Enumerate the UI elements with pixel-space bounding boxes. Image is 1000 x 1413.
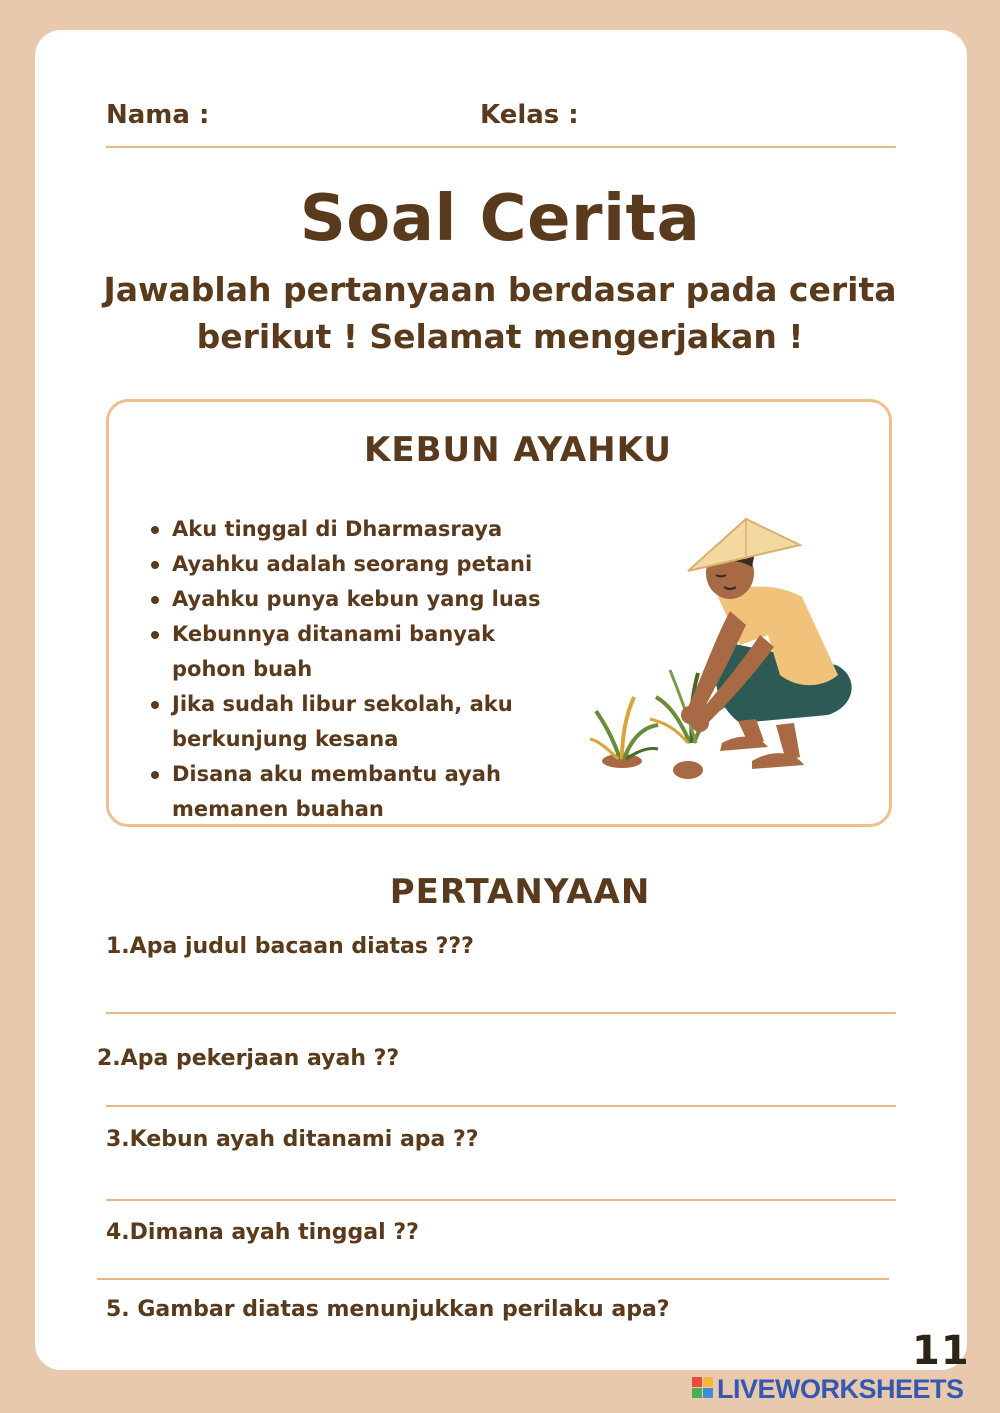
story-item-text: Ayahku punya kebun yang luas: [172, 587, 541, 611]
story-item-text: Jika sudah libur sekolah, aku berkunjung kesana: [172, 692, 513, 751]
bullet-icon: [151, 596, 159, 604]
answer-line-4[interactable]: [97, 1278, 889, 1280]
story-title: KEBUN AYAHKU: [364, 430, 672, 470]
page-title: Soal Cerita: [299, 182, 701, 256]
story-item: [148, 512, 598, 547]
question-1: 1.Apa judul bacaan diatas ???: [106, 934, 474, 959]
story-item-text: Ayahku adalah seorang petani: [172, 552, 533, 576]
page-number: 11: [912, 1328, 970, 1374]
story-item-text: Kebunnya ditanami banyak pohon buah: [172, 622, 496, 681]
questions-title: PERTANYAAN: [389, 872, 651, 912]
question-4: 4.Dimana ayah tinggal ??: [106, 1220, 419, 1245]
question-5: 5. Gambar diatas menunjukkan perilaku apa?: [106, 1297, 670, 1322]
story-item: [148, 757, 532, 827]
bullet-icon: [151, 631, 159, 639]
bullet-icon: [151, 701, 159, 709]
story-list: [148, 512, 598, 827]
question-3: 3.Kebun ayah ditanami apa ??: [106, 1127, 479, 1152]
header-divider: [106, 146, 896, 148]
liveworksheets-logo-icon: [692, 1377, 714, 1399]
answer-line-1[interactable]: [106, 1012, 896, 1014]
question-2: 2.Apa pekerjaan ayah ??: [97, 1046, 400, 1071]
answer-line-2[interactable]: [106, 1105, 896, 1107]
bullet-icon: [151, 771, 159, 779]
story-item-text: Disana aku membantu ayah memanen buahan: [172, 762, 501, 821]
farmer-planting-icon: [590, 515, 865, 790]
name-label: Nama :: [106, 100, 210, 130]
bullet-icon: [151, 526, 159, 534]
answer-line-3[interactable]: [106, 1199, 896, 1201]
bullet-icon: [151, 561, 159, 569]
page-subtitle: Jawablah pertanyaan berdasar pada cerita berikut ! Selamat mengerjakan !: [103, 270, 897, 356]
story-item: [148, 582, 598, 617]
class-label: Kelas :: [480, 100, 579, 130]
story-item: [148, 617, 512, 687]
brand-name: LIVEWORKSHEETS: [717, 1374, 964, 1404]
story-item: [148, 547, 598, 582]
story-item-text: Aku tinggal di Dharmasraya: [172, 517, 503, 541]
story-item: [148, 687, 542, 757]
